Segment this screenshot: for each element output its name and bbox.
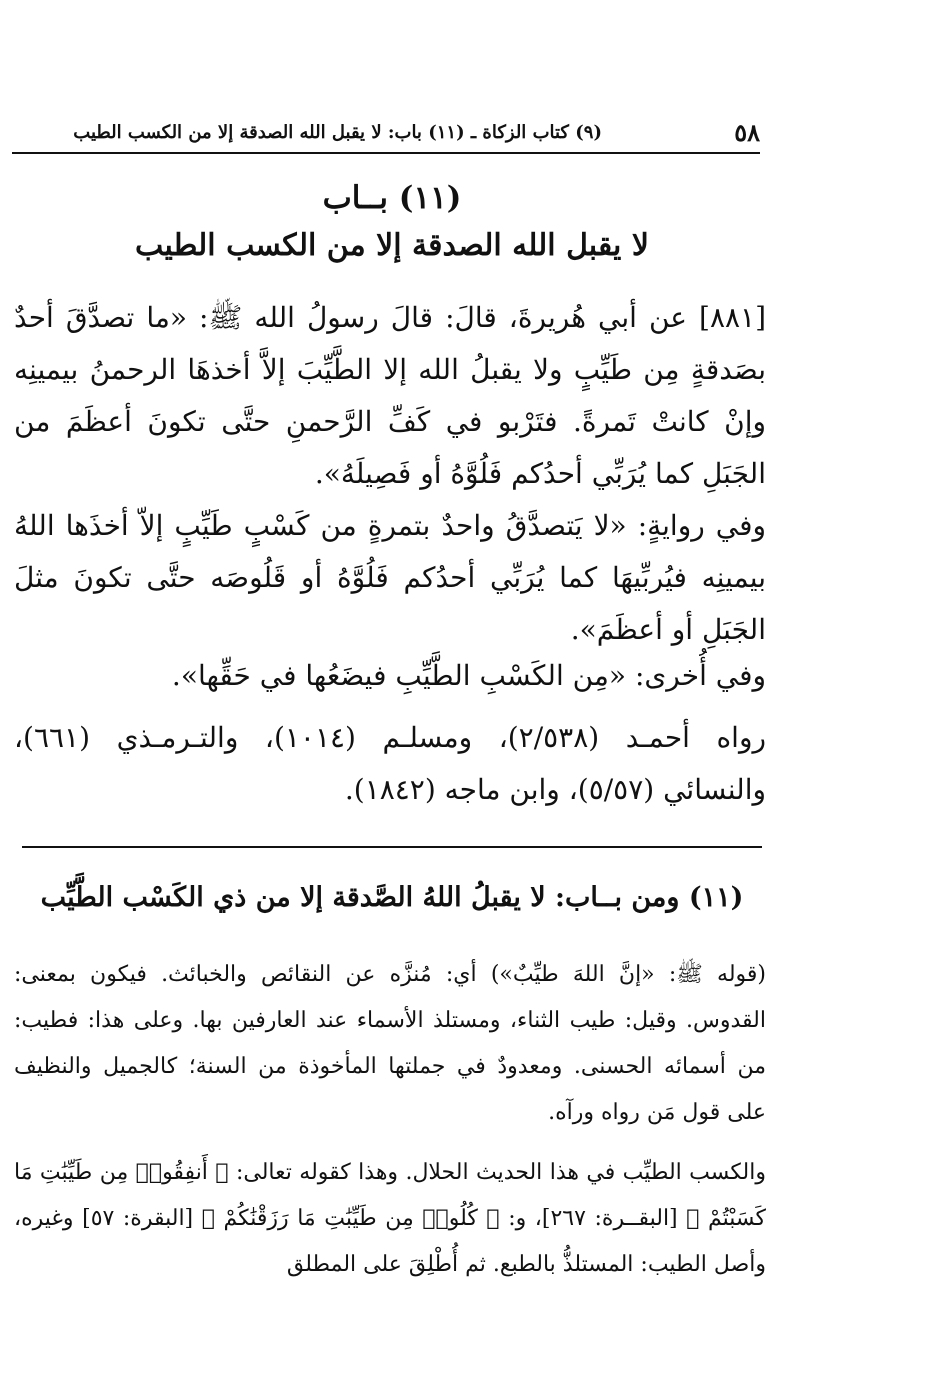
hadith-paragraph [14,650,766,702]
citation-text: رواه أحمـد (٢/٥٣٨)، ومسلـم (١٠١٤)، والتـرمـذي (٦٦١)، والنسائي (٥/٥٧)، وابن ماجه (١٨٤٢). [14,721,766,806]
footnote-separator [22,846,762,848]
source-citation [14,712,766,816]
running-header [12,118,760,154]
commentary-text: (قوله ﷺ: «إنَّ اللهَ طيِّبٌ») أي: مُنزَّه عن النقائص والخبائث. فيكون بمعنى: القدوس. وقيل: طيب الثناء، ومستلذ الأسماء عند العارفين بها. وعلى هذا: فطيب: من أسمائه الحسنى. ومعدودٌ في جملتها المأخوذة من السنة؛ كالجميل والنظيف على قول مَن رواه ورآه. [14,962,766,1125]
hadith-paragraph [14,500,766,656]
commentary-paragraph [14,1150,766,1288]
chapter-number: (١١) بــاب [322,180,462,216]
hadith-paragraph [14,292,766,500]
hadith-text: وفي أُخرى: «مِن الكَسْبِ الطَّيِّبِ فيضَعُها في حَقِّها». [171,659,766,692]
running-title: (٩) كتاب الزكاة ـ (١١) باب: لا يقبل الله الصدقة إلا من الكسب الطيب [73,122,602,143]
commentary-text: والكسب الطيِّب في هذا الحديث الحلال. وهذا كقوله تعالى: ﴿ أَنفِقُوا۟ مِن طَيِّبَٰتِ مَا كَسَبْتُمْ ﴾ [البقــرة: ٢٦٧]، و: ﴿ كُلُوا۟ مِن طَيِّبَٰتِ مَا رَزَقْنَٰكُمْ ﴾ [البقرة: ٥٧] وغيره، وأصل الطيب: المستلذُّ بالطبع. ثم أُطْلِقَ على المطلق [14,1160,766,1277]
commentary-paragraph [14,952,766,1136]
hadith-text: وفي روايةٍ: «لا يَتصدَّقُ واحدٌ بتمرةٍ من كَسْبٍ طَيِّبٍ إلاّ أخذَها اللهُ بيمينِه فيُربِّيهَا كما يُرَبِّي أحدُكم فَلُوَّهُ أو قَلُوصَه حتَّى تكونَ مثلَ الجَبَلِ أو أعظَمَ». [14,509,767,646]
chapter-title: لا يقبل الله الصدقة إلا من الكسب الطيب [135,228,649,263]
commentary-title: (١١) ومن بــاب: لا يقبلُ اللهُ الصَّدقة إلا من ذي الكَسْب الطَّيِّب [40,882,744,913]
hadith-text: [٨٨١] عن أبي هُريرةَ، قالَ: قالَ رسولُ الله ﷺ: «ما تصدَّقَ أحدٌ بصَدقةٍ مِن طَيِّبٍ ولا يقبلُ الله إلا الطَّيِّبَ إلاَّ أخذهَا الرحمنُ بيمينِه وإنْ كانتْ تَمرةً. فتَرْبو في كَفِّ الرَّحمنِ حتَّى تكونَ أعظَمَ من الجَبَلِ كما يُرَبِّي أحدُكم فَلُوَّهُ أو فَصِيلَهُ». [14,301,766,490]
page-number: ٥٨ [734,118,760,147]
